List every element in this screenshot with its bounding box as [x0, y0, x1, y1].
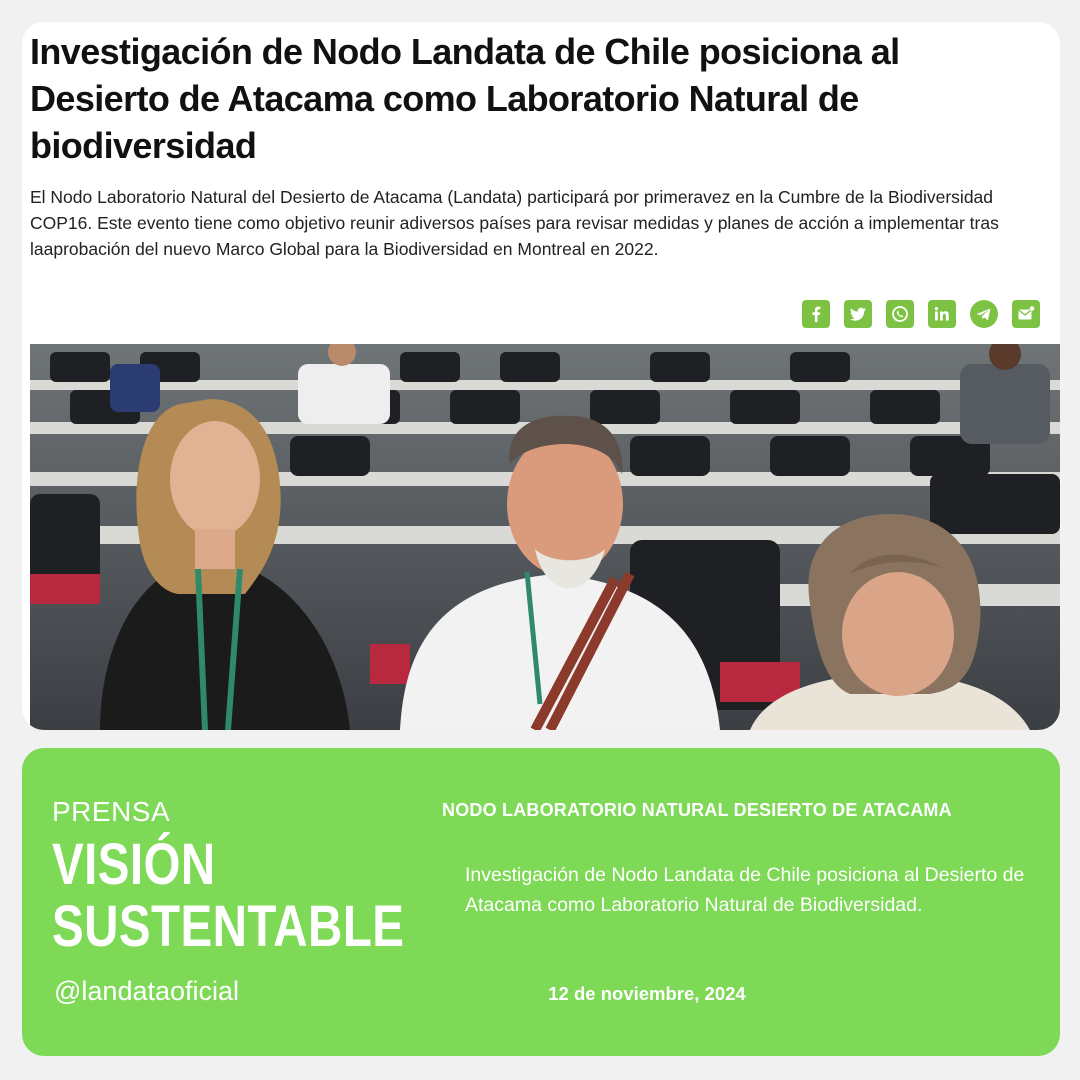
- section-label: PRENSA: [52, 796, 171, 827]
- facebook-icon[interactable]: [802, 300, 830, 328]
- linkedin-icon[interactable]: [928, 300, 956, 328]
- press-summary: Investigación de Nodo Landata de Chile posiciona al Desierto de Atacama como Laboratorio Natural de Biodiversidad.: [465, 864, 1025, 916]
- publication-date: 12 de noviembre, 2024: [548, 983, 746, 1004]
- article-lead: El Nodo Laboratorio Natural del Desierto de Atacama (Landata) participará por primeravez en la Cumbre de la Biodiversidad COP16. Este evento tiene como objetivo reunir adiversos países para revisar medidas y planes de acción a implementar tras laaprobación del nuevo Marco Global para la Biodiversidad en Montreal en 2022.: [30, 187, 999, 259]
- article-card: [22, 22, 1060, 730]
- press-banner: [22, 748, 1060, 1056]
- conference-photo: [30, 344, 1060, 730]
- article-headline: Investigación de Nodo Landata de Chile posiciona al Desierto de Atacama como Laboratorio Natural de biodiversidad: [30, 31, 900, 166]
- brand-line-2: SUSTENTABLE: [52, 894, 405, 959]
- share-bar: [802, 300, 1040, 328]
- organization-name: NODO LABORATORIO NATURAL DESIERTO DE ATACAMA: [442, 800, 952, 820]
- brand-line-1: VISIÓN: [52, 832, 216, 897]
- email-icon[interactable]: [1012, 300, 1040, 328]
- brand-logo: [52, 834, 404, 958]
- social-handle: @landataoficial: [54, 976, 240, 1006]
- twitter-icon[interactable]: [844, 300, 872, 328]
- whatsapp-icon[interactable]: [886, 300, 914, 328]
- telegram-icon[interactable]: [970, 300, 998, 328]
